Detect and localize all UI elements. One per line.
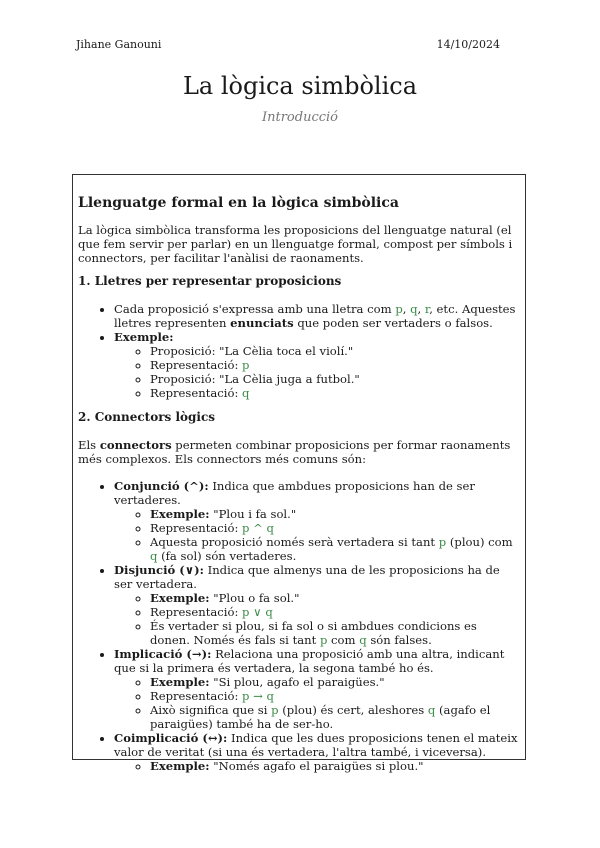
list-item: ◦ Representació: q <box>150 386 520 400</box>
list-item: ◦ Això significa que si p (plou) és cert, aleshores q (agafo el paraigües) també ha de ser-ho. <box>150 703 520 731</box>
subsection-1-list <box>78 302 520 400</box>
list-item: • Exemple: ◦ Proposició: "La Cèlia toca el violí." ◦ Representació: p ◦ Proposició: "La Cèlia juga a futbol." ◦ Representació: q <box>114 330 520 400</box>
list-item: ◦ Representació: p → q <box>150 689 520 703</box>
list-item: ◦ Proposició: "La Cèlia juga a futbol." <box>150 372 520 386</box>
list-item: ◦ Exemple: "Si plou, agafo el paraigües." <box>150 675 520 689</box>
connectors-list <box>78 479 520 773</box>
section-intro: La lògica simbòlica transforma les proposicions del llenguatge natural (el que fem servir per parlar) en un llenguatge formal, compost per símbols i connectors, per facilitar l'anàlisi de raonaments. <box>78 223 513 265</box>
section-heading: Llenguatge formal en la lògica simbòlica <box>78 195 399 211</box>
list-item: • Cada proposició s'expressa amb una lletra com p, q, r, etc. Aquestes lletres representen enunciats que poden ser vertaders o falsos. <box>114 302 520 330</box>
content-box <box>72 174 526 773</box>
list-item: ◦ Aquesta proposició només serà vertadera si tant p (plou) com q (fa sol) són vertaderes. <box>150 535 520 563</box>
list-item-disjunction: • Disjunció (∨): Indica que almenys una de les proposicions ha de ser vertadera. ◦ Exemple: "Plou o fa sol." ◦ Representació: p ∨ q ◦ És vertader si plou, si fa sol o si ambdues condicions es donen. Només és fals si tant p com q són falses. <box>114 563 520 647</box>
list-item-implication: • Implicació (→): Relaciona una proposició amb una altra, indicant que si la primera és vertadera, la segona també ho és. ◦ Exemple: "Si plou, agafo el paraigües." ◦ Representació: p → q ◦ Això significa que si p (plou) és cert, aleshores q (agafo el paraigües) també ha de ser-ho. <box>114 647 520 731</box>
list-item: ◦ Proposició: "La Cèlia toca el violí." <box>150 344 520 358</box>
list-item: ◦ És vertader si plou, si fa sol o si ambdues condicions es donen. Només és fals si tant p com q són falses. <box>150 619 520 647</box>
page-subtitle: Introducció <box>261 110 338 125</box>
list-item: ◦ Representació: p ∨ q <box>150 605 520 619</box>
list-item-conjunction: • Conjunció (^): Indica que ambdues proposicions han de ser vertaderes. ◦ Exemple: "Plou i fa sol." ◦ Representació: p ^ q ◦ Aquesta proposició només serà vertadera si tant p (plou) com q (fa sol) són vertaderes. <box>114 479 520 563</box>
list-item: ◦ Exemple: "Plou o fa sol." <box>150 591 520 605</box>
list-item: ◦ Representació: p <box>150 358 520 372</box>
list-item: ◦ Representació: p ^ q <box>150 521 520 535</box>
list-item: ◦ Exemple: "Plou i fa sol." <box>150 507 520 521</box>
subsection-2-heading: 2. Connectors lògics <box>78 410 216 424</box>
header-author: Jihane Ganouni <box>76 38 162 51</box>
subsection-1-heading: 1. Lletres per representar proposicions <box>78 274 342 288</box>
list-item-coimplication: • Coimplicació (↔): Indica que les dues proposicions tenen el mateix valor de veritat (si una és vertadera, l'altra també, i viceversa). ◦ Exemple: "Només agafo el paraigües si plou." <box>114 731 520 773</box>
page-title: La lògica simbòlica <box>182 72 418 100</box>
list-item: ◦ Exemple: "Només agafo el paraigües si plou." <box>150 759 520 773</box>
subsection-2-intro: Els connectors permeten combinar proposicions per formar raonaments més complexos. Els connectors més comuns són: <box>78 438 511 466</box>
header-date: 14/10/2024 <box>436 38 500 51</box>
